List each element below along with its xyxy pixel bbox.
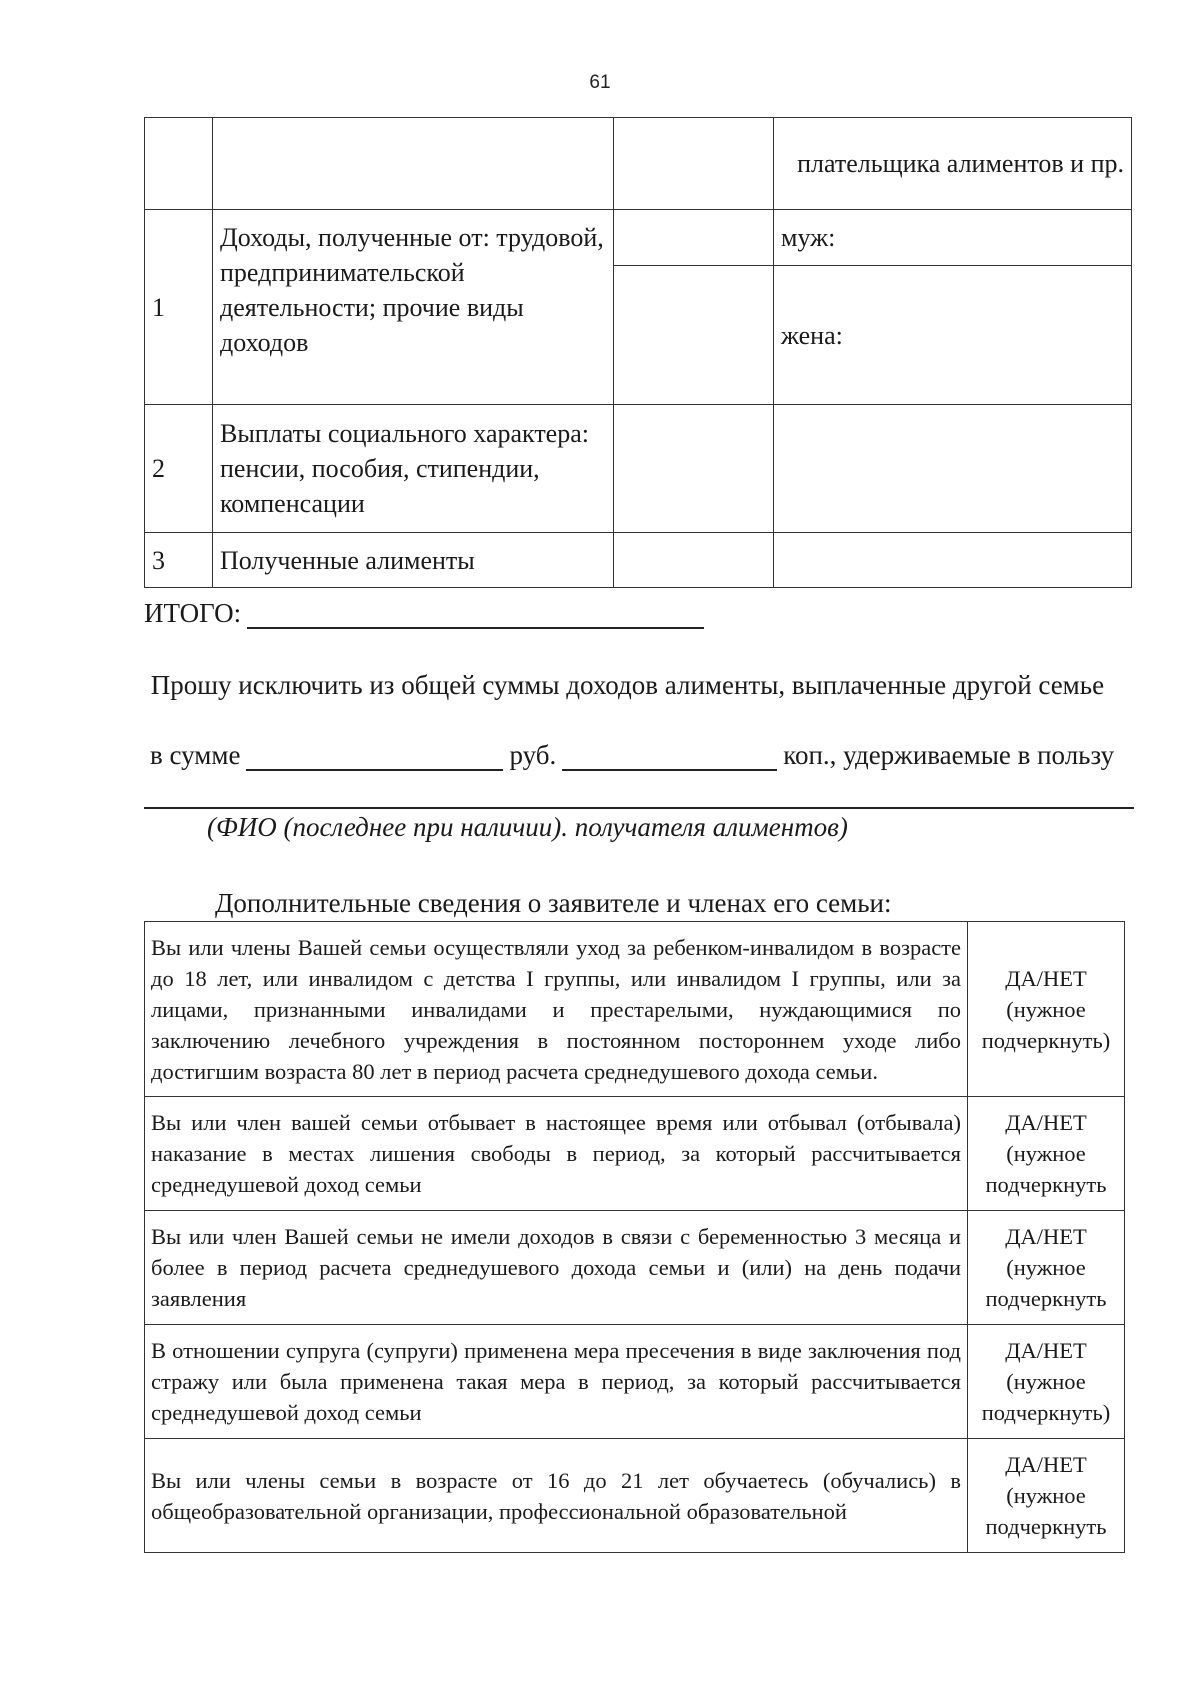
answer-cell[interactable] [968, 1097, 1125, 1211]
income-header-row [145, 118, 1132, 210]
answer-yes-no: ДА/НЕТ [1005, 1338, 1087, 1363]
answer-yes-no: ДА/НЕТ [1005, 1224, 1087, 1249]
fio-blank-field[interactable] [144, 807, 1134, 809]
wife-label: жена: [774, 266, 1132, 405]
fio-caption: (ФИО (последнее при наличии). получателя алиментов) [207, 812, 848, 842]
husband-label: муж: [774, 210, 1132, 266]
answer-cell[interactable] [968, 1439, 1125, 1553]
answer-hint: (нужное [1006, 1255, 1086, 1280]
extra-info-table [144, 921, 1125, 1553]
extra-heading: Дополнительные сведения о заявителе и членах его семьи: [215, 888, 892, 918]
answer-yes-no: ДА/НЕТ [1005, 965, 1087, 991]
answer-cell[interactable] [968, 1211, 1125, 1325]
question-cell: Вы или член Вашей семьи не имели доходов в связи с беременностью 3 месяца и более в период расчета среднедушевого дохода семьи и (или) на день подачи заявления [145, 1211, 968, 1325]
question-cell: В отношении супруга (супруги) применена мера пресечения в виде заключения под стражу или была применена такая мера в период, за который рассчитывается среднедушевой доход семьи [145, 1325, 968, 1439]
question-cell: Вы или члены семьи в возрасте от 16 до 21 лет обучаетесь (обучались) в общеобразовательной организации, профессиональной образовательной [145, 1439, 968, 1553]
husband-amount-field[interactable] [614, 210, 774, 266]
answer-hint: (нужное [1006, 1369, 1086, 1394]
answer-hint: подчеркнуть) [981, 1400, 1111, 1425]
sum-prefix: в сумме [150, 740, 241, 770]
answer-hint: подчеркнуть [985, 1172, 1107, 1197]
question-cell: Вы или член вашей семьи отбывает в настоящее время или отбывал (отбывала) наказание в местах лишения свободы в период, за который рассчитывается среднедушевой доход семьи [145, 1097, 968, 1211]
amount-field[interactable] [774, 533, 1132, 588]
wife-amount-field[interactable] [614, 266, 774, 405]
amount-field[interactable] [614, 405, 774, 533]
table-cell [213, 118, 614, 210]
question-cell: Вы или члены Вашей семьи осуществляли уход за ребенком-инвалидом в возрасте до 18 лет, или инвалидом с детства I группы, или инвалидом I группы, или за лицами, признанными инвалидами и престарелыми, нуждающимися по заключению лечебного учреждения в постоянном постороннем уходе либо достигшим возраста 80 лет в период расчета среднедушевого дохода семьи. [145, 922, 968, 1097]
request-text [144, 667, 1134, 703]
table-row [145, 1211, 1125, 1325]
answer-cell[interactable] [968, 922, 1125, 1097]
answer-yes-no: ДА/НЕТ [1005, 1452, 1087, 1477]
rub-blank-field[interactable] [246, 741, 503, 771]
total-blank-field[interactable] [247, 599, 704, 629]
table-row [145, 1325, 1125, 1439]
income-table [144, 117, 1132, 588]
table-row [145, 1097, 1125, 1211]
total-line [144, 598, 704, 629]
table-row [145, 405, 1132, 533]
answer-hint: подчеркнуть [985, 1514, 1107, 1539]
row-number: 2 [145, 405, 213, 533]
amount-field[interactable] [614, 533, 774, 588]
page-number: 61 [589, 72, 611, 93]
row-label: Полученные алименты [213, 533, 614, 588]
table-cell [145, 118, 213, 210]
kop-blank-field[interactable] [562, 741, 777, 771]
table-row [145, 533, 1132, 588]
answer-hint: подчеркнуть) [981, 1027, 1111, 1053]
table-row [145, 210, 1132, 266]
row-label: Доходы, полученные от: трудовой, предпринимательской деятельности; прочие виды доходов [213, 210, 614, 405]
payer-header-cell: плательщика алиментов и пр. [774, 118, 1132, 210]
rub-label: руб. [509, 740, 557, 770]
answer-yes-no: ДА/НЕТ [1005, 1110, 1087, 1135]
row-number: 3 [145, 533, 213, 588]
row-number: 1 [145, 210, 213, 405]
sum-line [150, 740, 1114, 771]
total-label: ИТОГО: [144, 598, 242, 628]
row-label: Выплаты социального характера: пенсии, пособия, стипендии, компенсации [213, 405, 614, 533]
answer-hint: (нужное [1006, 1141, 1086, 1166]
answer-hint: подчеркнуть [985, 1286, 1107, 1311]
table-row [145, 922, 1125, 1097]
table-row [145, 1439, 1125, 1553]
amount-field[interactable] [774, 405, 1132, 533]
kop-suffix: коп., удерживаемые в пользу [783, 740, 1115, 770]
table-cell [614, 118, 774, 210]
answer-cell[interactable] [968, 1325, 1125, 1439]
request-sentence: Прошу исключить из общей суммы доходов алименты, выплаченные другой семье [150, 670, 1105, 700]
answer-hint: (нужное [1006, 1483, 1086, 1508]
answer-hint: (нужное [1006, 996, 1086, 1022]
